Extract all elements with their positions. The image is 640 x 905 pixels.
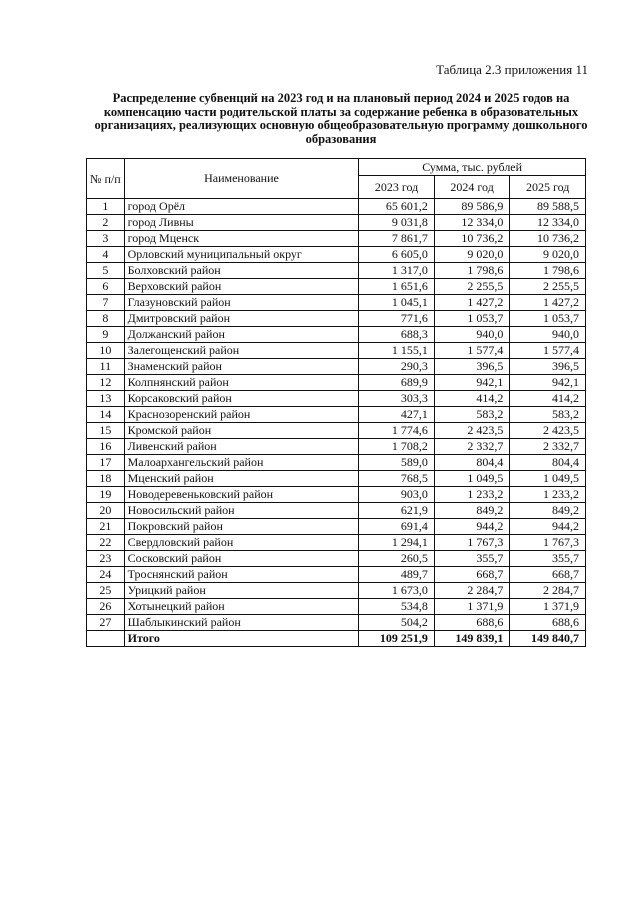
row-value-2025: 2 255,5 (510, 279, 586, 295)
table-row (87, 279, 586, 295)
header-year-2024: 2024 год (434, 176, 510, 199)
row-number: 7 (87, 295, 125, 311)
row-name: Новосильский район (124, 503, 359, 519)
row-name: город Мценск (124, 231, 359, 247)
row-number: 15 (87, 423, 125, 439)
total-value-2025: 149 840,7 (510, 631, 586, 647)
row-value-2025: 1 233,2 (510, 487, 586, 503)
row-value-2025: 12 334,0 (510, 215, 586, 231)
row-value-2025: 1 053,7 (510, 311, 586, 327)
row-number: 22 (87, 535, 125, 551)
row-value-2023: 1 708,2 (359, 439, 435, 455)
table-row (87, 599, 586, 615)
row-value-2025: 2 332,7 (510, 439, 586, 455)
row-value-2025: 396,5 (510, 359, 586, 375)
row-value-2023: 489,7 (359, 567, 435, 583)
table-row (87, 215, 586, 231)
row-value-2023: 65 601,2 (359, 199, 435, 215)
row-name: Орловский муниципальный округ (124, 247, 359, 263)
row-number: 25 (87, 583, 125, 599)
row-number: 8 (87, 311, 125, 327)
row-number: 6 (87, 279, 125, 295)
row-value-2023: 589,0 (359, 455, 435, 471)
subvention-table (86, 158, 586, 647)
row-value-2024: 89 586,9 (434, 199, 510, 215)
row-value-2023: 427,1 (359, 407, 435, 423)
row-value-2023: 6 605,0 (359, 247, 435, 263)
table-row (87, 471, 586, 487)
row-value-2025: 2 423,5 (510, 423, 586, 439)
row-number: 10 (87, 343, 125, 359)
row-value-2024: 1 371,9 (434, 599, 510, 615)
row-value-2024: 1 053,7 (434, 311, 510, 327)
row-value-2024: 10 736,2 (434, 231, 510, 247)
row-number: 17 (87, 455, 125, 471)
row-name: Верховский район (124, 279, 359, 295)
row-value-2025: 944,2 (510, 519, 586, 535)
row-value-2023: 768,5 (359, 471, 435, 487)
row-name: Колпнянский район (124, 375, 359, 391)
row-value-2023: 621,9 (359, 503, 435, 519)
row-value-2023: 7 861,7 (359, 231, 435, 247)
row-name: Малоархангельский район (124, 455, 359, 471)
row-name: Хотынецкий район (124, 599, 359, 615)
row-value-2023: 903,0 (359, 487, 435, 503)
table-row (87, 359, 586, 375)
table-row (87, 503, 586, 519)
row-value-2023: 1 673,0 (359, 583, 435, 599)
row-value-2024: 849,2 (434, 503, 510, 519)
row-name: Троснянский район (124, 567, 359, 583)
row-value-2025: 414,2 (510, 391, 586, 407)
row-value-2023: 771,6 (359, 311, 435, 327)
table-row (87, 311, 586, 327)
row-name: Свердловский район (124, 535, 359, 551)
row-value-2023: 303,3 (359, 391, 435, 407)
total-name: Итого (124, 631, 359, 647)
row-value-2024: 944,2 (434, 519, 510, 535)
row-number: 27 (87, 615, 125, 631)
row-value-2024: 1 427,2 (434, 295, 510, 311)
row-value-2025: 668,7 (510, 567, 586, 583)
row-value-2024: 12 334,0 (434, 215, 510, 231)
row-number: 14 (87, 407, 125, 423)
row-value-2024: 1 233,2 (434, 487, 510, 503)
row-number: 24 (87, 567, 125, 583)
row-value-2023: 689,9 (359, 375, 435, 391)
total-value-2023: 109 251,9 (359, 631, 435, 647)
table-row (87, 519, 586, 535)
row-number: 26 (87, 599, 125, 615)
row-value-2023: 1 045,1 (359, 295, 435, 311)
row-value-2024: 1 049,5 (434, 471, 510, 487)
row-value-2024: 2 284,7 (434, 583, 510, 599)
row-value-2024: 9 020,0 (434, 247, 510, 263)
total-row (87, 631, 586, 647)
row-value-2024: 804,4 (434, 455, 510, 471)
total-value-2024: 149 839,1 (434, 631, 510, 647)
header-sum: Сумма, тыс. рублей (359, 159, 586, 176)
row-name: Ливенский район (124, 439, 359, 455)
row-number: 11 (87, 359, 125, 375)
header-year-2025: 2025 год (510, 176, 586, 199)
row-value-2023: 688,3 (359, 327, 435, 343)
row-value-2024: 940,0 (434, 327, 510, 343)
row-number: 20 (87, 503, 125, 519)
row-value-2024: 1 798,6 (434, 263, 510, 279)
table-row (87, 583, 586, 599)
row-value-2024: 1 767,3 (434, 535, 510, 551)
row-value-2024: 942,1 (434, 375, 510, 391)
row-name: Сосковский район (124, 551, 359, 567)
row-value-2024: 2 255,5 (434, 279, 510, 295)
row-number: 9 (87, 327, 125, 343)
table-row (87, 535, 586, 551)
row-value-2024: 583,2 (434, 407, 510, 423)
row-value-2025: 1 577,4 (510, 343, 586, 359)
table-row (87, 407, 586, 423)
row-number: 3 (87, 231, 125, 247)
row-name: Краснозоренский район (124, 407, 359, 423)
row-value-2023: 691,4 (359, 519, 435, 535)
row-value-2023: 1 651,6 (359, 279, 435, 295)
row-value-2025: 1 767,3 (510, 535, 586, 551)
row-value-2024: 355,7 (434, 551, 510, 567)
row-value-2023: 1 317,0 (359, 263, 435, 279)
row-value-2025: 688,6 (510, 615, 586, 631)
table-row (87, 615, 586, 631)
row-value-2023: 290,3 (359, 359, 435, 375)
table-caption: Таблица 2.3 приложения 11 (436, 62, 588, 77)
row-value-2025: 9 020,0 (510, 247, 586, 263)
row-value-2025: 355,7 (510, 551, 586, 567)
row-value-2023: 534,8 (359, 599, 435, 615)
row-number: 12 (87, 375, 125, 391)
row-value-2025: 1 371,9 (510, 599, 586, 615)
row-value-2023: 504,2 (359, 615, 435, 631)
table-row (87, 295, 586, 311)
table-row (87, 343, 586, 359)
row-name: Покровский район (124, 519, 359, 535)
row-value-2024: 414,2 (434, 391, 510, 407)
row-number: 23 (87, 551, 125, 567)
header-name: Наименование (124, 159, 359, 199)
table-row (87, 327, 586, 343)
table-row (87, 439, 586, 455)
row-value-2025: 1 049,5 (510, 471, 586, 487)
row-name: Мценский район (124, 471, 359, 487)
row-number: 19 (87, 487, 125, 503)
header-number: № п/п (87, 159, 125, 199)
header-year-2023: 2023 год (359, 176, 435, 199)
row-value-2023: 1 774,6 (359, 423, 435, 439)
row-number: 2 (87, 215, 125, 231)
row-name: Должанский район (124, 327, 359, 343)
row-value-2023: 9 031,8 (359, 215, 435, 231)
row-name: Урицкий район (124, 583, 359, 599)
table-row (87, 263, 586, 279)
row-value-2024: 1 577,4 (434, 343, 510, 359)
row-name: Глазуновский район (124, 295, 359, 311)
row-name: город Ливны (124, 215, 359, 231)
row-value-2025: 1 427,2 (510, 295, 586, 311)
row-value-2025: 940,0 (510, 327, 586, 343)
row-name: Шаблыкинский район (124, 615, 359, 631)
row-name: Дмитровский район (124, 311, 359, 327)
document-title: Распределение субвенций на 2023 год и на плановый период 2024 и 2025 годов на компенсацию части родительской платы за содержание ребенка в образовательных организациях, реализующих основную общеобразовательную программу дошкольного образования (94, 91, 588, 146)
table-row (87, 247, 586, 263)
row-value-2025: 804,4 (510, 455, 586, 471)
table-row (87, 455, 586, 471)
row-value-2023: 1 294,1 (359, 535, 435, 551)
row-value-2023: 260,5 (359, 551, 435, 567)
row-value-2024: 688,6 (434, 615, 510, 631)
row-number: 5 (87, 263, 125, 279)
row-number: 1 (87, 199, 125, 215)
total-number (87, 631, 125, 647)
row-value-2023: 1 155,1 (359, 343, 435, 359)
row-value-2024: 2 423,5 (434, 423, 510, 439)
row-name: Знаменский район (124, 359, 359, 375)
row-value-2025: 10 736,2 (510, 231, 586, 247)
row-name: Корсаковский район (124, 391, 359, 407)
row-value-2024: 2 332,7 (434, 439, 510, 455)
table-row (87, 423, 586, 439)
row-number: 4 (87, 247, 125, 263)
table-row (87, 231, 586, 247)
row-value-2025: 583,2 (510, 407, 586, 423)
row-value-2024: 396,5 (434, 359, 510, 375)
row-name: Болховский район (124, 263, 359, 279)
row-number: 13 (87, 391, 125, 407)
table-row (87, 487, 586, 503)
table-row (87, 391, 586, 407)
row-value-2025: 1 798,6 (510, 263, 586, 279)
table-row (87, 375, 586, 391)
row-name: Кромской район (124, 423, 359, 439)
row-number: 21 (87, 519, 125, 535)
row-value-2025: 89 588,5 (510, 199, 586, 215)
row-name: город Орёл (124, 199, 359, 215)
row-number: 16 (87, 439, 125, 455)
row-value-2024: 668,7 (434, 567, 510, 583)
row-name: Залегощенский район (124, 343, 359, 359)
table-row (87, 567, 586, 583)
row-value-2025: 849,2 (510, 503, 586, 519)
table-row (87, 199, 586, 215)
row-value-2025: 942,1 (510, 375, 586, 391)
row-value-2025: 2 284,7 (510, 583, 586, 599)
row-name: Новодеревеньковский район (124, 487, 359, 503)
table-row (87, 551, 586, 567)
row-number: 18 (87, 471, 125, 487)
